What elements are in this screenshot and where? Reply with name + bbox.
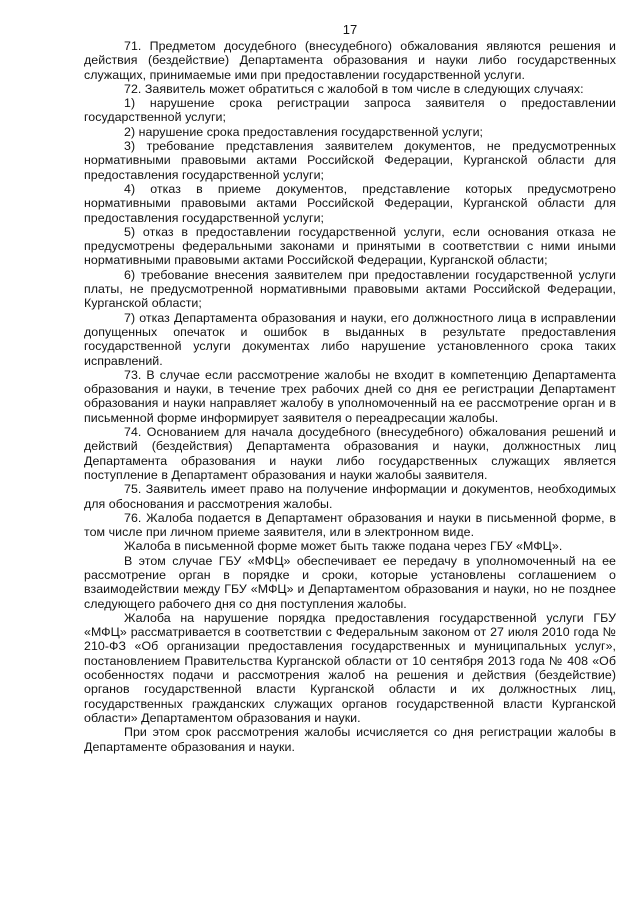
list-item-3: 3) требование представления заявителем документов, не предусмотренных нормативными правовыми актами Российской Федерации, Курганской области для предоставления государственной услуги; <box>84 139 616 182</box>
list-item-5: 5) отказ в предоставлении государственной услуги, если основания отказа не предусмотрены федеральными законами и принятыми в соответствии с ними иными нормативными правовыми актами Российской Федерации, Курганской области; <box>84 224 616 268</box>
list-item-1: 1) нарушение срока регистрации запроса заявителя о предоставлении государственной услуги; <box>84 96 616 125</box>
paragraph-mfc-transfer: В этом случае ГБУ «МФЦ» обеспечивает ее передачу в уполномоченный на ее рассмотрение орган в порядке и сроки, которые установлены соглашением о взаимодействии между ГБУ «МФЦ» и Департаментом образования и науки, но не позднее следующего рабочего дня со дня поступления жалобы. <box>84 553 616 611</box>
paragraph-75: 75. Заявитель имеет право на получение информации и документов, необходимых для обоснования и рассмотрения жалобы. <box>84 482 616 511</box>
paragraph-76: 76. Жалоба подается в Департамент образования и науки в письменной форме, в том числе при личном приеме заявителя, или в электронном виде. <box>84 510 616 540</box>
paragraph-71: 71. Предметом досудебного (внесудебного) обжалования являются решения и действия (бездействие) Департамента образования и науки либо государственных служащих, принимаемые ими при предоставлении государственной услуги. <box>84 39 616 82</box>
list-item-6: 6) требование внесения заявителем при предоставлении государственной услуги платы, не предусмотренной нормативными правовыми актами Российской Федерации, Курганской области; <box>84 267 616 311</box>
page-number: 17 <box>342 22 358 37</box>
list-item-7: 7) отказ Департамента образования и науки, его должностного лица в исправлении допущенных опечаток и ошибок в выданных в результате предоставления государственной услуги документах либо нарушение установленного срока таких исправлений. <box>84 310 616 368</box>
paragraph-mfc-submission: Жалоба в письменной форме может быть также подана через ГБУ «МФЦ». <box>124 539 563 554</box>
list-item-2: 2) нарушение срока предоставления государственной услуги; <box>124 124 484 139</box>
paragraph-74: 74. Основанием для начала досудебного (внесудебного) обжалования решений и действий (бездействия) Департамента образования и науки, должностных лиц Департамента образования и науки либо государственных служащих является поступление в Департамент образования и науки жалобы заявителя. <box>84 425 616 482</box>
paragraph-73: 73. В случае если рассмотрение жалобы не входит в компетенцию Департамента образования и науки, в течение трех рабочих дней со дня ее регистрации Департамент образования и науки направляет жалобу в уполномоченный на ее рассмотрение орган и в письменной форме информирует заявителя о переадресации жалобы. <box>84 367 616 425</box>
paragraph-72: 72. Заявитель может обратиться с жалобой в том числе в следующих случаях: <box>124 81 584 96</box>
paragraph-review-term: При этом срок рассмотрения жалобы исчисляется со дня регистрации жалобы в Департаменте образования и науки. <box>84 725 616 754</box>
paragraph-mfc-complaint: Жалоба на нарушение порядка предоставления государственной услуги ГБУ «МФЦ» рассматривается в соответствии с Федеральным законом от 27 июля 2010 года № 210-ФЗ «Об организации предоставления государственных и муниципальных услуг», постановлением Правительства Курганской области от 10 сентября 2013 года № 408 «Об особенностях подачи и рассмотрения жалоб на решения и действия (бездействие) органов государственной власти Курганской области и их должностных лиц, государственных гражданских служащих органов государственной власти Курганской области» Департаментом образования и науки. <box>84 610 616 725</box>
list-item-4: 4) отказ в приеме документов, представление которых предусмотрено нормативными правовыми актами Российской Федерации, Курганской области для предоставления государственной услуги; <box>84 181 616 225</box>
